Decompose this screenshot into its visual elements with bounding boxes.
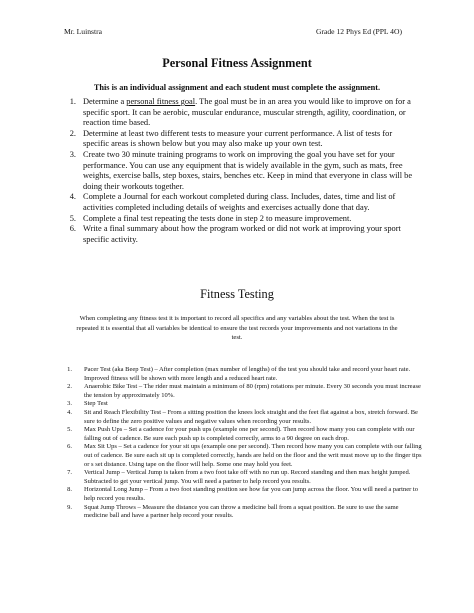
- step-text: Write a final summary about how the program worked or did not work at improving your sport specific activity.: [83, 224, 401, 244]
- test-text: Sit and Reach Flexibility Test – From a sitting position the knees lock straight and the feet flat against a box, stretch forward. Be sure to define the zero positive values and negative values when recording your results.: [84, 408, 418, 425]
- assignment-steps-list: [64, 97, 416, 245]
- header-course: Grade 12 Phys Ed (PPL 4O): [316, 27, 402, 36]
- step-text: Complete a Journal for each workout completed during class. Includes, dates, time and list of activities completed including details of weights and exercises actually done that day.: [83, 192, 396, 212]
- test-text: Squat Jump Throws – Measure the distance you can throw a medicine ball from a squat position. Be sure to use the same medicine ball and have a partner help record your results.: [84, 503, 399, 520]
- test-item: [64, 504, 422, 521]
- test-number: 6.: [67, 443, 72, 451]
- test-text: Vertical Jump – Vertical Jump is taken from a two foot take off with no run up. Record standing and then max height jumped. Subtracted to get your vertical jump. You will need a partner to help record you results.: [84, 469, 411, 485]
- test-text: Anaerobic Bike Test – The rider must maintain a minimum of 80 (rpm) rotations per minute. Every 30 seconds you must increase the tension by approximately 10%.: [84, 383, 421, 399]
- step-text: Complete a final test repeating the tests done in step 2 to measure improvement.: [83, 213, 352, 223]
- step-number: 5.: [69, 213, 76, 223]
- step-item: [64, 214, 416, 225]
- step-number: 3.: [69, 149, 76, 159]
- step-item: [64, 224, 416, 245]
- test-item: [64, 383, 422, 400]
- test-text: Step Test: [84, 400, 108, 408]
- test-number: 4.: [67, 408, 72, 416]
- step-text: Determine a: [83, 97, 127, 106]
- test-number: 7.: [67, 469, 72, 477]
- test-number: 8.: [67, 486, 72, 494]
- step-number: 4.: [69, 192, 76, 202]
- step-item: [64, 97, 416, 129]
- section-heading: Fitness Testing: [200, 287, 274, 301]
- step-number: 1.: [69, 97, 76, 106]
- test-item: [64, 426, 422, 443]
- test-item: [64, 486, 422, 503]
- personal-fitness-goal-link[interactable]: personal fitness goal: [126, 97, 196, 106]
- test-item: [64, 366, 422, 383]
- step-text-continued: . The goal must be in an area you would like to improve on for a specific sport. It can be aerobic, muscular endurance, muscular strength, agility, coordination, or reaction time based.: [83, 97, 411, 128]
- fitness-tests-list: [64, 366, 422, 521]
- section-paragraph: When completing any fitness test it is important to record all specifics and any variables about the test. When the test is repeated it is essential that all variables be identical to ensure the test records your improvements and not variations in the test.: [76, 315, 398, 341]
- test-number: 9.: [67, 503, 72, 511]
- test-item: [64, 400, 422, 409]
- test-number: 5.: [67, 426, 72, 434]
- test-item: [64, 409, 422, 426]
- test-text: Horizontal Long Jump – From a two foot standing position see how far you can jump across the floor. You will need a partner to help record you results.: [84, 486, 418, 502]
- test-item: [64, 443, 422, 469]
- test-text: Pacer Test (aka Beep Test) – After completion (max number of lengths) of the test you should take and record your heart rate. Improved fitness will be shown with more length and a reduced heart rate.: [84, 366, 411, 382]
- step-item: [64, 192, 416, 213]
- step-item: [64, 150, 416, 192]
- test-number: 2.: [67, 383, 72, 391]
- test-text: Max Sit Ups – Set a cadence for your sit ups (example one per second). Then record how many you can complete with our falling out of cadence. Be sure each sit up is completed correctly, hands are held on the floor and the writ must move up to the finger tips or s set distance. Using tape on the floor will help. Some one may hold you feet.: [84, 443, 422, 468]
- page-title: Personal Fitness Assignment: [162, 56, 312, 70]
- test-number: 3.: [67, 400, 72, 408]
- test-number: 1.: [67, 366, 72, 373]
- step-number: 6.: [69, 224, 76, 234]
- step-text: Create two 30 minute training programs to work on improving the goal you have set for your performance. You can use any equipment that is widely available in the gym, such as mats, free weights, exercise balls, step boxes, stairs, benches etc. Keep in mind that everyone in class will be doing their workouts together.: [83, 149, 413, 191]
- test-text: Max Push Ups – Set a cadence for your push ups (example one per second). Then record how many you can complete with our falling out of cadence. Be sure each push up is completed correctly, arms to a 90 degree on each drop.: [84, 426, 415, 442]
- header-teacher: Mr. Luinstra: [64, 27, 102, 36]
- intro-statement: This is an individual assignment and each student must complete the assignment.: [93, 83, 381, 92]
- step-item: [64, 129, 416, 150]
- test-item: [64, 469, 422, 486]
- step-number: 2.: [69, 128, 76, 138]
- step-text: Determine at least two different tests to measure your current performance. A list of tests for specific areas is shown below but you may also make up your own test.: [83, 128, 393, 149]
